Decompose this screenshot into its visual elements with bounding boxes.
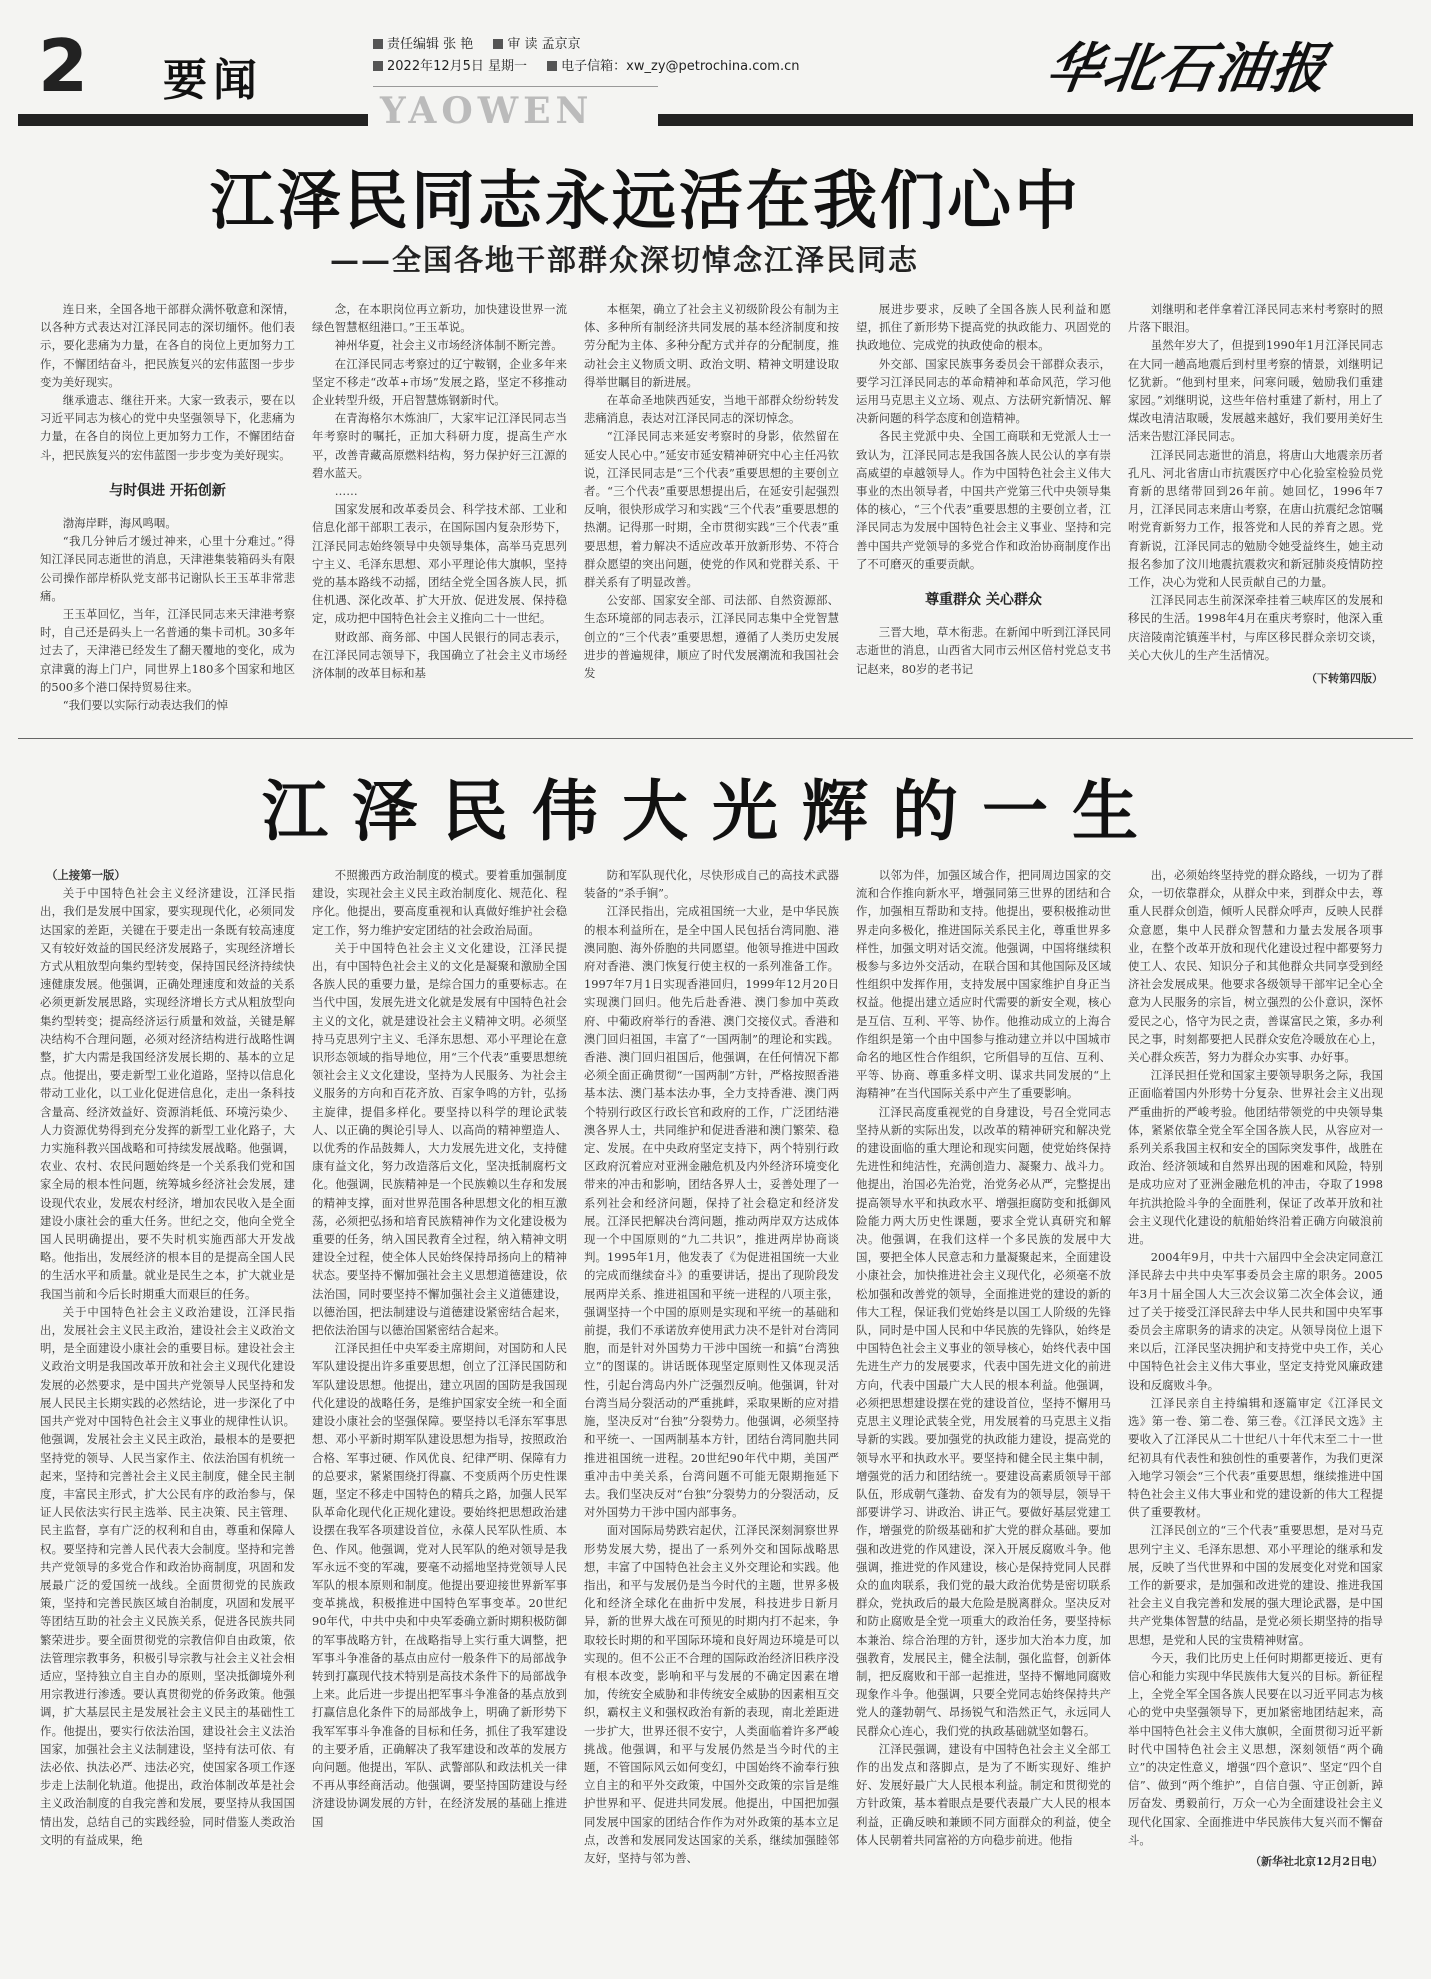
article-divider [18, 738, 1413, 739]
paragraph: 江泽民指出，完成祖国统一大业，是中华民族的根本利益所在，是全中国人民包括台湾同胞、港澳同胞、海外侨胞的共同愿望。他领导推进中国政府对香港、澳门恢复行使主权的一系列准备工作。1997年7月1日实现香港回归，1999年12月20日实现澳门回归。他先后赴香港、澳门参加中英政府、中葡政府举行的香港、澳门交接仪式。香港和澳门回归祖国，丰富了“一国两制”的理论和实践。香港、澳门回归祖国后，他强调，在任何情况下都必须全面正确贯彻“一国两制”方针，严格按照香港基本法、澳门基本法办事，全力支持香港、澳门两个特别行政区行政长官和政府的工作，广泛团结港澳各界人士，共同维护和促进香港和澳门繁荣、稳定、发展。在中央政府坚定支持下，两个特别行政区政府沉着应对亚洲金融危机及内外经济环境变化带来的冲击和影响，团结各界人士，妥善处理了一系列社会和经济问题，保持了社会稳定和经济发展。江泽民把解决台湾问题，推动两岸双方达成体现一个中国原则的“九二共识”，推进两岸协商谈判。1995年1月，他发表了《为促进祖国统一大业的完成而继续奋斗》的重要讲话，提出了现阶段发展两岸关系、推进祖国和平统一进程的八项主张，强调坚持一个中国的原则是实现和平统一的基础和前提，我们不承诺放弃使用武力决不是针对台湾同胞，而是针对外国势力干涉中国统一和搞“台湾独立”的图谋的。讲话既体现坚定原则性又体现灵活性，引起台湾岛内外广泛强烈反响。他强调，针对台湾当局分裂活动的严重挑衅，采取果断的应对措施，坚决反对“台独”分裂势力。他强调，必须坚持和平统一、一国两制基本方针，团结台湾同胞共同推进祖国统一进程。20世纪90年代中期，美国严重冲击中美关系，台湾问题不可能无限期拖延下去。我们坚决反对“台独”分裂势力的分裂活动，反对外国势力干涉中国内部事务。 [584, 904, 839, 1520]
article1-column-4 [856, 300, 1111, 722]
paragraph: 本框架，确立了社会主义初级阶段公有制为主体、多种所有制经济共同发展的基本经济制度和按劳分配为主体、多种分配方式并存的分配制度，推动社会主义物质文明、政治文明、精神文明建设取得举世瞩目的新进展。 [584, 302, 839, 389]
continued-from-note: （上接第一版） [46, 868, 126, 882]
masthead-rule-left [18, 114, 368, 126]
paragraph: 不照搬西方政治制度的模式。要着重加强制度建设，实现社会主义民主政治制度化、规范化、程序化。他提出，要高度重视和认真做好维护社会稳定工作，努力维护安定团结的社会政治局面。 [312, 868, 567, 937]
paragraph: 江泽民担任中央军委主席期间，对国防和人民军队建设提出许多重要思想，创立了江泽民国防和军队建设思想。他提出，建立巩固的国防是我国现代化建设的战略任务，是维护国家安全统一和全面建设小康社会的坚强保障。要坚持以毛泽东军事思想、邓小平新时期军队建设思想为指导，按照政治合格、军事过硬、作风优良、纪律严明、保障有力的总要求，紧紧围绕打得赢、不变质两个历史性课题，坚定不移走中国特色的精兵之路，加强人民军队革命化现代化正规化建设。要始终把思想政治建设摆在我军各项建设首位，永葆人民军队性质、本色、作风。他强调，党对人民军队的绝对领导是我军永远不变的军魂，要毫不动摇地坚持党领导人民军队的根本原则和制度。他提出要迎接世界新军事变革挑战，积极推进中国特色军事变革。20世纪90年代，中共中央和中央军委确立新时期积极防御的军事战略方针，在战略指导上实行重大调整，把军事斗争准备的基点由应付一般条件下的局部战争转到打赢现代技术特别是高技术条件下的局部战争上来。此后进一步提出把军事斗争准备的基点放到打赢信息化条件下的局部战争上，明确了新形势下我军军事斗争准备的目标和任务，抓住了我军建设的主要矛盾，正确解决了我军建设和改革的发展方向问题。他提出，军队、武警部队和政法机关一律不再从事经商活动。他强调，要坚持国防建设与经济建设协调发展的方针，在经济发展的基础上推进国 [312, 1341, 567, 1829]
paragraph: 国家发展和改革委员会、科学技术部、工业和信息化部干部职工表示，在国际国内复杂形势下，江泽民同志始终领导中央领导集体，高举马克思列宁主义、毛泽东思想、邓小平理论伟大旗帜，坚持党的基本路线不动摇，团结全党全国各族人民，抓住机遇、深化改革、扩大开放、促进发展、保持稳定，成功把中国特色社会主义推向二十一世纪。 [312, 502, 567, 626]
paragraph: 在青海格尔木炼油厂，大家牢记江泽民同志当年考察时的嘱托，正加大科研力度，提高生产水平，改善青藏高原燃料结构，努力保护好三江源的碧水蓝天。 [312, 411, 567, 480]
paragraph: “江泽民同志来延安考察时的身影，依然留在延安人民心中。”延安市延安精神研究中心主任冯钦说，江泽民同志是“三个代表”重要思想的主要创立者。“三个代表”重要思想提出后，在延安引起强烈反响，很快形成学习和实践“三个代表”重要思想的热潮。记得那一时期，全市贯彻实践“三个代表”重要思想，着力解决不适应改革开放新形势、不符合群众愿望的突出问题，使党的作风和党群关系、干群关系有了明显改善。 [584, 429, 839, 590]
paragraph: 江泽民强调，建设有中国特色社会主义全部工作的出发点和落脚点，是为了不断实现好、维护好、发展好最广大人民根本利益。制定和贯彻党的方针政策，基本着眼点是要代表最广大人民的根本利益，正确反映和兼顾不同方面群众的利益，使全体人民朝着共同富裕的方向稳步前进。他指 [856, 1741, 1111, 1847]
article2-body [40, 866, 1396, 1966]
paragraph: 外交部、国家民族事务委员会干部群众表示，要学习江泽民同志的革命精神和革命风范，学习他运用马克思主义立场、观点、方法研究新情况、解决新问题的科学态度和创造精神。 [856, 356, 1111, 426]
page-number: 2 [38, 24, 89, 108]
credits-line-2 [373, 56, 800, 78]
article2-column-4 [856, 866, 1111, 1962]
article1-subheading-1: 与时俱进 开拓创新 [109, 482, 226, 499]
square-bullet-icon [373, 61, 383, 71]
paragraph: 出，必须始终坚持党的群众路线，一切为了群众，一切依靠群众，从群众中来，到群众中去，尊重人民群众创造，倾听人民群众呼声，反映人民群众意愿，集中人民群众智慧和力量去发展各项事业，在整个改革开放和现代化建设过程中都要努力使工人、农民、知识分子和其他群众共同享受到经济社会发展成果。他要求各级领导干部牢记全心全意为人民服务的宗旨，树立强烈的公仆意识，深怀爱民之心，恪守为民之责，善谋富民之策，多办利民之事，时刻都要把人民群众安危冷暖放在心上，关心群众疾苦，努力为群众办实事、办好事。 [1128, 868, 1383, 1065]
credits-divider [373, 86, 658, 87]
continued-note: （下转第四版） [1306, 672, 1383, 686]
article1-body [40, 300, 1396, 722]
email-credit: 电子信箱：xw_zy@petrochina.com.cn [561, 59, 800, 74]
article1-column-2 [312, 300, 567, 722]
paragraph: 三晋大地，草木衔悲。在新闻中听到江泽民同志逝世的消息，山西省大同市云州区倍村党总支书记赵来，80岁的老书记 [856, 625, 1111, 676]
paragraph: “我们要以实际行动表达我们的悼 [62, 698, 229, 713]
newspaper-logo: 华北石油报 [1043, 36, 1333, 100]
paragraph: 江泽民同志逝世的消息，将唐山大地震亲历者孔凡、河北省唐山市抗震医疗中心化验室检验员党育新的思绪带回到26年前。她回忆，1996年7月，江泽民同志来唐山考察，在唐山抗震纪念馆嘱咐党育新努力工作，报答党和人民的养育之恩。党育新说，江泽民同志的勉励令她受益终生，她主动报名参加了汶川地震抗震救灾和新冠肺炎疫情防控工作，决心为党和人民贡献自己的力量。 [1128, 447, 1383, 590]
paragraph: 今天，我们比历史上任何时期都更接近、更有信心和能力实现中华民族伟大复兴的目标。新征程上，全党全军全国各族人民要在以习近平同志为核心的党中央坚强领导下，更加紧密地团结起来，高举中国特色社会主义伟大旗帜，全面贯彻习近平新时代中国特色社会主义思想，深刻领悟“两个确立”的决定性意义，增强“四个意识”、坚定“四个自信”、做到“两个维护”，自信自强、守正创新，踔厉奋发、勇毅前行，万众一心为全面建设社会主义现代化国家、全面推进中华民族伟大复兴而不懈奋斗。 [1128, 1650, 1383, 1847]
paragraph: 连日来，全国各地干部群众满怀敬意和深情，以各种方式表达对江泽民同志的深切缅怀。他们表示，要化悲痛为力量，在各自的岗位上更加努力工作，不懈团结奋斗，把民族复兴的宏伟蓝图一步步变为美好现实。 [40, 302, 295, 389]
paragraph: “我几分钟后才缓过神来，心里十分难过。”得知江泽民同志逝世的消息，天津港集装箱码头有限公司操作部岸桥队党支部书记谢队长王玉革非常悲痛。 [40, 534, 295, 603]
paragraph: 关于中国特色社会主义经济建设，江泽民指出，我们是发展中国家，要实现现代化，必须同发达国家的差距，关键在于要走出一条既有较高速度又有较好效益的国民经济发展路子，实现经济增长方式从粗放型向集约型转变，保持国民经济持续快速健康发展。他强调，正确处理速度和效益的关系必须更新发展思路，实现经济增长方式从粗放型向集约型转变；提高经济运行质量和效益，关键是解决结构不合理问题，必须对经济结构进行战略性调整，扩大内需是我国经济发展长期的、基本的立足点。他提出，要走新型工业化道路，坚持以信息化带动工业化，以工业化促进信息化，走出一条科技含量高、经济效益好、资源消耗低、环境污染少、人力资源优势得到充分发挥的新型工业化路子，大力实施科教兴国战略和可持续发展战略。他强调，农业、农村、农民问题始终是一个关系我们党和国家全局的根本性问题，统筹城乡经济社会发展，建设现代农业，发展农村经济，增加农民收入是全面建设小康社会的重大任务。世纪之交，他向全党全国人民明确提出，要不失时机实施西部大开发战略。他指出，发展经济的根本目的是提高全国人民的生活水平和质量。就业是民生之本，扩大就业是我国当前和今后长时期重大而艰巨的任务。 [40, 886, 295, 1301]
masthead [18, 22, 1413, 134]
paragraph: 防和军队现代化，尽快形成自己的高技术武器装备的“杀手锏”。 [584, 868, 839, 901]
paragraph: 关于中国特色社会主义政治建设，江泽民指出，发展社会主义民主政治，建设社会主义政治文明，是全面建设小康社会的重要目标。建设社会主义政治文明是我国改革开放和社会主义现代化建设发展的必然要求，是中国共产党领导人民坚持和发展人民民主长期实践的必然结论，进一步深化了中国共产党对中国特色社会主义事业的规律性认识。他强调，发展社会主义民主政治，最根本的是要把坚持党的领导、人民当家作主、依法治国有机统一起来，坚持和完善社会主义民主制度，健全民主制度，丰富民主形式，扩大公民有序的政治参与，保证人民依法实行民主选举、民主决策、民主管理、民主监督，享有广泛的权利和自由，尊重和保障人权。要坚持和完善人民代表大会制度。坚持和完善共产党领导的多党合作和政治协商制度，巩固和发展最广泛的爱国统一战线。全面贯彻党的民族政策，坚持和完善民族区域自治制度，巩固和发展平等团结互助的社会主义民族关系，促进各民族共同繁荣进步。要全面贯彻党的宗教信仰自由政策，依法管理宗教事务，积极引导宗教与社会主义社会相适应，坚持独立自主自办的原则，坚决抵御境外利用宗教进行渗透。要认真贯彻党的侨务政策。他强调，扩大基层民主是发展社会主义民主的基础性工作。他提出，要实行依法治国，建设社会主义法治国家，加强社会主义法制建设，坚持有法可依、有法必依、执法必严、违法必究，使国家各项工作逐步走上法制化轨道。他提出，政治体制改革是社会主义政治制度的自我完善和发展，要坚持从我国国情出发，总结自己的实践经验，同时借鉴人类政治文明的有益成果，绝 [40, 1304, 295, 1847]
paragraph: 江泽民担任党和国家主要领导职务之际，我国正面临着国内外形势十分复杂、世界社会主义出现严重曲折的严峻考验。他团结带领党的中央领导集体，紧紧依靠全党全军全国各族人民，从容应对一系列关系我国主权和安全的国际突发事件，战胜在政治、经济领域和自然界出现的困难和风险，特别是成功应对了亚洲金融危机的冲击，夺取了1998年抗洪抢险斗争的全面胜利，保证了改革开放和社会主义现代化建设的航船始终沿着正确方向破浪前进。 [1128, 1068, 1383, 1247]
paragraph: 展进步要求，反映了全国各族人民利益和愿望，抓住了新形势下提高党的执政能力、巩固党的执政地位、完成党的执政使命的根本。 [856, 302, 1111, 353]
paragraph: 刘继明和老伴拿着江泽民同志来村考察时的照片落下眼泪。 [1128, 302, 1383, 335]
paragraph: 以邻为伴，加强区域合作，把同周边国家的交流和合作推向新水平，增强同第三世界的团结和合作，加强相互帮助和支持。他提出，要积极推动世界走向多极化，推进国际关系民主化，尊重世界多样性，加强文明对话交流。他强调，中国将继续积极参与多边外交活动，在联合国和其他国际及区域性组织中发挥作用，支持发展中国家维护自身正当权益。他提出建立适应时代需要的新安全观，核心是互信、互利、平等、协作。他推动成立的上海合作组织是第一个由中国参与推动建立并以中国城市命名的地区性合作组织，它所倡导的互信、互利、平等、协商、尊重多样文明、谋求共同发展的“上海精神”在当代国际关系中产生了重要影响。 [856, 868, 1111, 1101]
square-bullet-icon [547, 61, 557, 71]
section-pinyin: YAOWEN [380, 90, 594, 132]
paragraph: 念，在本职岗位再立新功，加快建设世界一流绿色智慧枢纽港口。”王玉革说。 [312, 302, 567, 335]
article1-subheading-2: 尊重群众 关心群众 [925, 592, 1042, 609]
article1-subhead: ——全国各地干部群众深切悼念江泽民同志 [330, 243, 920, 277]
paragraph: 渤海岸畔，海风鸣咽。 [62, 516, 177, 531]
paragraph: 在革命圣地陕西延安，当地干部群众纷纷转发悲痛消息，表达对江泽民同志的深切悼念。 [584, 393, 839, 426]
paragraph: 关于中国特色社会主义文化建设，江泽民提出，有中国特色社会主义的文化是凝聚和激励全国各族人民的重要力量，是综合国力的重要标志。在当代中国，发展先进文化就是发展有中国特色社会主义的文化，就是建设社会主义精神文明。必须坚持马克思列宁主义、毛泽东思想、邓小平理论在意识形态领域的指导地位，用“三个代表”重要思想统领社会主义文化建设，坚持为人民服务、为社会主义服务的方向和百花齐放、百家争鸣的方针，弘扬主旋律，提倡多样化。要坚持以科学的理论武装人、以正确的舆论引导人、以高尚的精神塑造人、以优秀的作品鼓舞人，大力发展先进文化，支持健康有益文化，努力改造落后文化，坚决抵制腐朽文化。他强调，民族精神是一个民族赖以生存和发展的精神支撑，面对世界范围各种思想文化的相互激荡，必须把弘扬和培育民族精神作为文化建设极为重要的任务，纳入国民教育全过程，纳入精神文明建设全过程，使全体人民始终保持昂扬向上的精神状态。要坚持不懈加强社会主义思想道德建设，依法治国，同时要坚持不懈加强社会主义道德建设，以德治国，把法制建设与道德建设紧密结合起来，把依法治国与以德治国紧密结合起来。 [312, 940, 567, 1338]
reviewer-credit: 审 读 孟京京 [507, 37, 581, 52]
article2-column-3 [584, 866, 839, 1962]
square-bullet-icon [373, 39, 383, 49]
paragraph: 继承遗志、继往开来。大家一致表示，要在以习近平同志为核心的党中央坚强领导下，化悲痛为力量，在各自的岗位上更加努力工作，不懈团结奋斗，把民族复兴的宏伟蓝图一步步变为美好现实。 [40, 393, 295, 462]
paragraph: …… [334, 484, 358, 499]
article1-column-3 [584, 300, 839, 722]
credits [373, 34, 800, 78]
paragraph: 财政部、商务部、中国人民银行的同志表示，在江泽民同志领导下，我国确立了社会主义市场经济体制的改革目标和基 [312, 629, 567, 681]
section-title: 要闻 [163, 55, 263, 106]
paragraph: 面对国际局势跌宕起伏，江泽民深刻洞察世界形势发展大势，提出了一系列外交和国际战略思想，丰富了中国特色社会主义外交理论和实践。他指出，和平与发展仍是当今时代的主题，世界多极化和经济全球化在曲折中发展，科技进步日新月异，新的世界大战在可预见的时期内打不起来，争取较长时期的和平国际环境和良好周边环境是可以实现的。但不公正不合理的国际政治经济旧秩序没有根本改变，影响和平与发展的不确定因素在增加，传统安全威胁和非传统安全威胁的因素相互交织，霸权主义和强权政治有新的表现，南北差距进一步扩大，世界还很不安宁，人类面临着许多严峻挑战。他强调，和平与发展仍然是当今时代的主题，不管国际风云如何变幻，中国始终不渝奉行独立自主的和平外交政策，中国外交政策的宗旨是维护世界和平、促进共同发展。他提出，中国把加强同发展中国家的团结合作作为对外政策的基本立足点，改善和发展同发达国家的关系，继续加强睦邻友好，坚持与邻为善、 [584, 1523, 839, 1865]
issue-date: 2022年12月5日 星期一 [387, 59, 528, 74]
paragraph: 王玉革回忆，当年，江泽民同志来天津港考察时，自己还是码头上一名普通的集卡司机。30多年过去了，天津港已经发生了翻天覆地的变化，成为京津冀的海上门户，同世界上180多个国家和地区的500多个港口保持贸易往来。 [40, 607, 295, 694]
masthead-rule-right [658, 114, 1413, 126]
paragraph: 各民主党派中央、全国工商联和无党派人士一致认为，江泽民同志是我国各族人民公认的享有崇高威望的卓越领导人。作为中国特色社会主义伟大事业的杰出领导者，中国共产党第三代中央领导集体的核心，“三个代表”重要思想的主要创立者，江泽民同志为发展中国特色社会主义事业、坚持和完善中国共产党领导的多党合作和政治协商制度作出了不可磨灭的重要贡献。 [856, 429, 1111, 571]
article1-column-1 [40, 300, 295, 722]
paragraph: 公安部、国家安全部、司法部、自然资源部、生态环境部的同志表示，江泽民同志集中全党智慧创立的“三个代表”重要思想，遵循了人类历史发展进步的普遍规律，顺应了时代发展潮流和我国社会发 [584, 593, 839, 681]
editor-credit: 责任编辑 张 艳 [387, 37, 474, 52]
paragraph: 虽然年岁大了，但提到1990年1月江泽民同志在大同一趟高地震后到村里考察的情景，刘继明记忆犹新。“他到村里来，问寒问暖，勉励我们重建家园。”刘继明说，这些年倍村重建了新村，用上了煤改电清洁取暖，发展越来越好，我们要用美好生活来告慰江泽民同志。 [1128, 338, 1383, 444]
article2-headline: 江泽民伟大光辉的一生 [262, 773, 1162, 850]
paragraph: 江泽民高度重视党的自身建设，号召全党同志坚持从新的实际出发，以改革的精神研究和解决党的建设面临的重大理论和现实问题，使党始终保持先进性和纯洁性，充满创造力、凝聚力、战斗力。他提出，治国必先治党，治党务必从严，完整提出提高领导水平和执政水平、增强拒腐防变和抵御风险能力两大历史性课题，要求全党认真研究和解决。他强调，在我们这样一个多民族的发展中大国，要把全体人民意志和力量凝聚起来，全面建设小康社会，加快推进社会主义现代化，必须毫不放松加强和改善党的领导，全面推进党的建设的新的伟大工程，保证我们党始终是以国工人阶级的先锋队，同时是中国人民和中华民族的先锋队，始终是中国特色社会主义事业的领导核心，始终代表中国先进生产力的发展要求，代表中国先进文化的前进方向，代表中国最广大人民的根本利益。他强调，必须把思想建设摆在党的建设首位，坚持不懈用马克思主义理论武装全党，用发展着的马克思主义指导新的实践。要加强党的执政能力建设，提高党的领导水平和执政水平。要坚持和健全民主集中制，增强党的活力和团结统一。要建设高素质领导干部队伍，形成朝气蓬勃、奋发有为的领导层，领导干部要讲学习、讲政治、讲正气。要做好基层党建工作，增强党的阶级基础和扩大党的群众基础。要加强和改进党的作风建设，深入开展反腐败斗争。他强调，推进党的作风建设，核心是保持党同人民群众的血肉联系，我们党的最大政治优势是密切联系群众，党执政后的最大危险是脱离群众。坚决反对和防止腐败是全党一项重大的政治任务，要坚持标本兼治、综合治理的方针，逐步加大治本力度，加强教育，发展民主，健全法制，强化监督，创新体制，把反腐败和干部一起推进，坚持不懈地同腐败现象作斗争。他强调，只要全党同志始终保持共产党人的蓬勃朝气、昂扬锐气和浩然正气，永远同人民群众心连心，我们党的执政基础就坚如磐石。 [856, 1104, 1111, 1738]
article1-headline: 江泽民同志永远活在我们心中 [210, 165, 1081, 239]
source-note: （新华社北京12月2日电） [1250, 1854, 1383, 1868]
paragraph: 2004年9月，中共十六届四中全会决定同意江泽民辞去中共中央军事委员会主席的职务。2005年3月十届全国人大三次会议第二次全体会议，通过了关于接受江泽民辞去中华人民共和国中央军事委员会主席职务的请求的决定。从领导岗位上退下来以后，江泽民坚决拥护和支持党中央工作，关心中国特色社会主义伟大事业，坚定支持党风廉政建设和反腐败斗争。 [1128, 1250, 1383, 1392]
article1-column-5 [1128, 300, 1383, 722]
paragraph: 在江泽民同志考察过的辽宁鞍钢，企业多年来坚定不移走“改革+市场”发展之路，坚定不移推动企业转型升级，开启智慧炼钢新时代。 [312, 356, 567, 408]
paragraph: 江泽民亲自主持编辑和逐篇审定《江泽民文选》第一卷、第二卷、第三卷。《江泽民文选》主要收入了江泽民从二十世纪八十年代末至二十一世纪初具有代表性和独创性的重要著作，为我们更深入地学习领会“三个代表”重要思想，继续推进中国特色社会主义伟大事业和党的建设新的伟大工程提供了重要教材。 [1128, 1395, 1383, 1520]
paragraph: 江泽民同志生前深深牵挂着三峡库区的发展和移民的生活。1998年4月在重庆考察时，他深入重庆涪陵南沱镇莲半村，与库区移民群众亲切交谈，关心大伙儿的生产生活情况。 [1128, 593, 1383, 662]
article2-column-5 [1128, 866, 1383, 1962]
article2-column-2 [312, 866, 567, 1962]
credits-line-1 [373, 34, 800, 56]
article2-column-1 [40, 866, 295, 1962]
paragraph: 江泽民创立的“三个代表”重要思想，是对马克思列宁主义、毛泽东思想、邓小平理论的继承和发展，反映了当代世界和中国的发展变化对党和国家工作的新要求，是加强和改进党的建设、推进我国社会主义自我完善和发展的强大理论武器，是中国共产党集体智慧的结晶，是党必须长期坚持的指导思想，是党和人民的宝贵精神财富。 [1128, 1523, 1383, 1647]
paragraph: 神州华夏，社会主义市场经济体制不断完善。 [334, 338, 563, 353]
square-bullet-icon [493, 39, 503, 49]
